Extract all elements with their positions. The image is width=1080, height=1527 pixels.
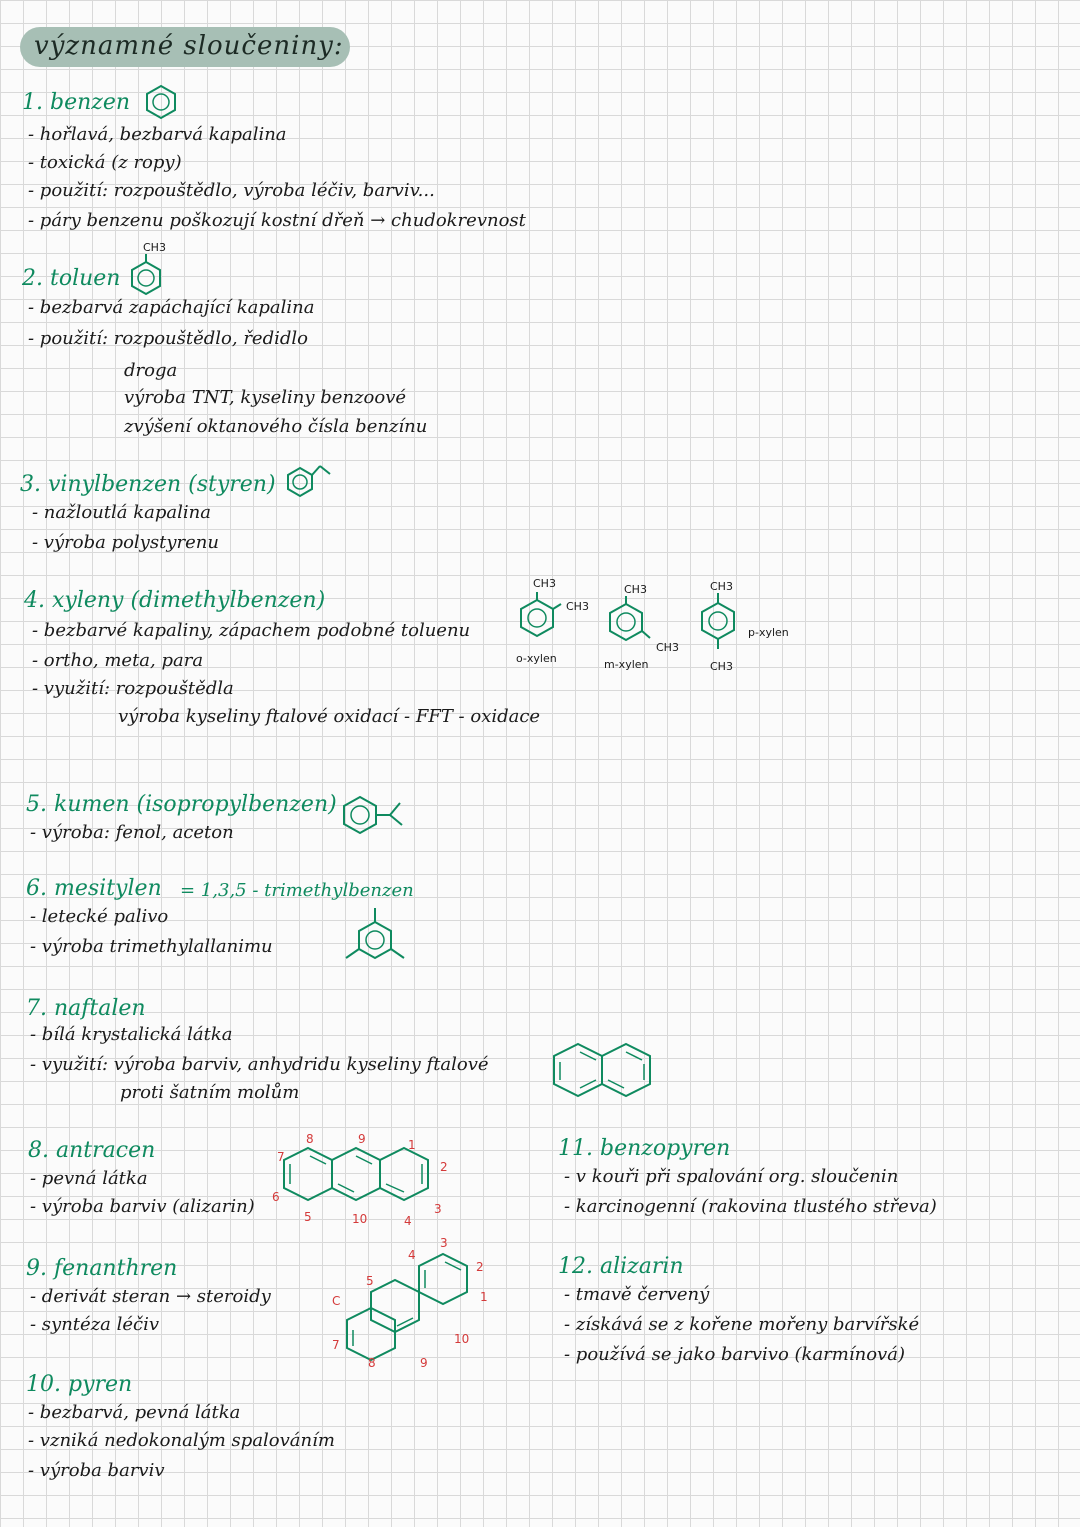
styren-line-1: - nažloutlá kapalina <box>32 502 211 523</box>
antracen-num-1: 1 <box>408 1138 416 1152</box>
alizarin-line-3: - používá se jako barvivo (karmínová) <box>564 1344 905 1365</box>
o-xylen-ch3-b: CH3 <box>566 600 589 613</box>
naftalen-line-1: - bílá krystalická látka <box>30 1024 233 1045</box>
benzen-line-3: - použití: rozpouštědlo, výroba léčiv, barviv... <box>28 180 435 201</box>
cumene-structure <box>340 795 410 835</box>
heading-styren: 3. vinylbenzen (styren) <box>20 472 276 497</box>
fenanthren-num-c: C <box>332 1294 341 1308</box>
antracen-num-8: 8 <box>306 1132 314 1146</box>
anthracene-structure <box>282 1142 442 1208</box>
heading-fenanthren: 9. fenanthren <box>26 1256 178 1281</box>
antracen-num-7: 7 <box>277 1150 285 1164</box>
fenanthren-line-2: - syntéza léčiv <box>30 1314 160 1335</box>
styrene-structure <box>286 462 332 498</box>
toluen-line-2: - použití: rozpouštědlo, ředidlo <box>28 328 308 349</box>
heading-mesitylen: 6. mesitylen <box>26 876 162 901</box>
benzen-line-1: - hořlavá, bezbarvá kapalina <box>28 124 287 145</box>
kumen-line-1: - výroba: fenol, aceton <box>30 822 234 843</box>
pyren-line-2: - vzniká nedokonalým spalováním <box>28 1430 335 1451</box>
pyren-line-1: - bezbarvá, pevná látka <box>28 1402 241 1423</box>
alizarin-line-2: - získává se z kořene mořeny barvířské <box>564 1314 920 1335</box>
antracen-num-9: 9 <box>358 1132 366 1146</box>
mesitylen-formula-name: = 1,3,5 - trimethylbenzen <box>180 880 414 901</box>
fenanthren-num-8: 8 <box>368 1356 376 1370</box>
toluen-ch3-label: CH3 <box>143 241 166 254</box>
fenanthren-num-3: 3 <box>440 1236 448 1250</box>
antracen-num-2: 2 <box>440 1160 448 1174</box>
o-xylene-structure <box>519 592 559 642</box>
mesitylene-structure <box>340 908 410 970</box>
m-xylene-structure <box>608 596 652 646</box>
antracen-line-2: - výroba barviv (alizarin) <box>30 1196 255 1217</box>
mesitylen-line-2: - výroba trimethylallanimu <box>30 936 273 957</box>
p-xylene-structure <box>700 593 740 657</box>
styren-line-2: - výroba polystyrenu <box>32 532 219 553</box>
antracen-num-4: 4 <box>404 1214 412 1228</box>
heading-naftalen: 7. naftalen <box>26 996 146 1021</box>
xyleny-cont: výroba kyseliny ftalové oxidací - FFT - oxidace <box>118 706 541 727</box>
antracen-num-10: 10 <box>352 1212 368 1226</box>
naphthalene-structure <box>550 1040 660 1100</box>
m-xylen-ch3-b: CH3 <box>656 641 679 654</box>
antracen-num-3: 3 <box>434 1202 442 1216</box>
p-xylen-label: p-xylen <box>748 626 789 639</box>
antracen-num-5: 5 <box>304 1210 312 1224</box>
benzopyren-line-1: - v kouři při spalování org. sloučenin <box>564 1166 899 1187</box>
heading-benzopyren: 11. benzopyren <box>558 1136 731 1161</box>
heading-benzen: 1. benzen <box>22 90 131 115</box>
heading-alizarin: 12. alizarin <box>558 1254 684 1279</box>
mesitylen-line-1: - letecké palivo <box>30 906 169 927</box>
naftalen-cont: proti šatním molům <box>120 1082 300 1103</box>
pyren-line-3: - výroba barviv <box>28 1460 165 1481</box>
heading-pyren: 10. pyren <box>26 1372 133 1397</box>
alizarin-line-1: - tmavě červený <box>564 1284 710 1305</box>
toluen-cont-2: výroba TNT, kyseliny benzoové <box>124 387 407 408</box>
fenanthren-num-5: 5 <box>366 1274 374 1288</box>
toluen-cont-3: zvýšení oktanového čísla benzínu <box>124 416 428 437</box>
fenanthren-num-1: 1 <box>480 1290 488 1304</box>
fenanthren-num-4: 4 <box>408 1248 416 1262</box>
m-xylen-label: m-xylen <box>604 658 649 671</box>
benzopyren-line-2: - karcinogenní (rakovina tlustého střeva) <box>564 1196 937 1217</box>
xyleny-line-2: - ortho, meta, para <box>32 650 204 671</box>
page-title: významné sloučeniny: <box>34 31 344 61</box>
toluen-line-1: - bezbarvá zapáchající kapalina <box>28 297 315 318</box>
toluene-structure <box>129 254 163 294</box>
m-xylen-ch3-a: CH3 <box>624 583 647 596</box>
fenanthren-num-2: 2 <box>476 1260 484 1274</box>
o-xylen-ch3-a: CH3 <box>533 577 556 590</box>
naftalen-line-2: - využití: výroba barviv, anhydridu kyseliny ftalové <box>30 1054 489 1075</box>
heading-xyleny: 4. xyleny (dimethylbenzen) <box>24 588 326 613</box>
xyleny-line-1: - bezbarvé kapaliny, zápachem podobné toluenu <box>32 620 471 641</box>
antracen-num-6: 6 <box>272 1190 280 1204</box>
p-xylen-ch3-b: CH3 <box>710 660 733 673</box>
xyleny-line-3: - využití: rozpouštědla <box>32 678 234 699</box>
fenanthren-num-7: 7 <box>332 1338 340 1352</box>
fenanthren-num-10: 10 <box>454 1332 470 1346</box>
o-xylen-label: o-xylen <box>516 652 557 665</box>
heading-antracen: 8. antracen <box>28 1138 156 1163</box>
p-xylen-ch3-a: CH3 <box>710 580 733 593</box>
heading-kumen: 5. kumen (isopropylbenzen) <box>26 792 337 817</box>
heading-toluen: 2. toluen <box>22 266 121 291</box>
fenanthren-num-9: 9 <box>420 1356 428 1370</box>
benzen-line-2: - toxická (z ropy) <box>28 152 182 173</box>
benzene-structure <box>144 84 178 120</box>
fenanthren-line-1: - derivát steran → steroidy <box>30 1286 271 1307</box>
toluen-cont-1: droga <box>124 360 178 381</box>
antracen-line-1: - pevná látka <box>30 1168 148 1189</box>
benzen-line-4: - páry benzenu poškozují kostní dřeň → chudokrevnost <box>28 210 526 231</box>
